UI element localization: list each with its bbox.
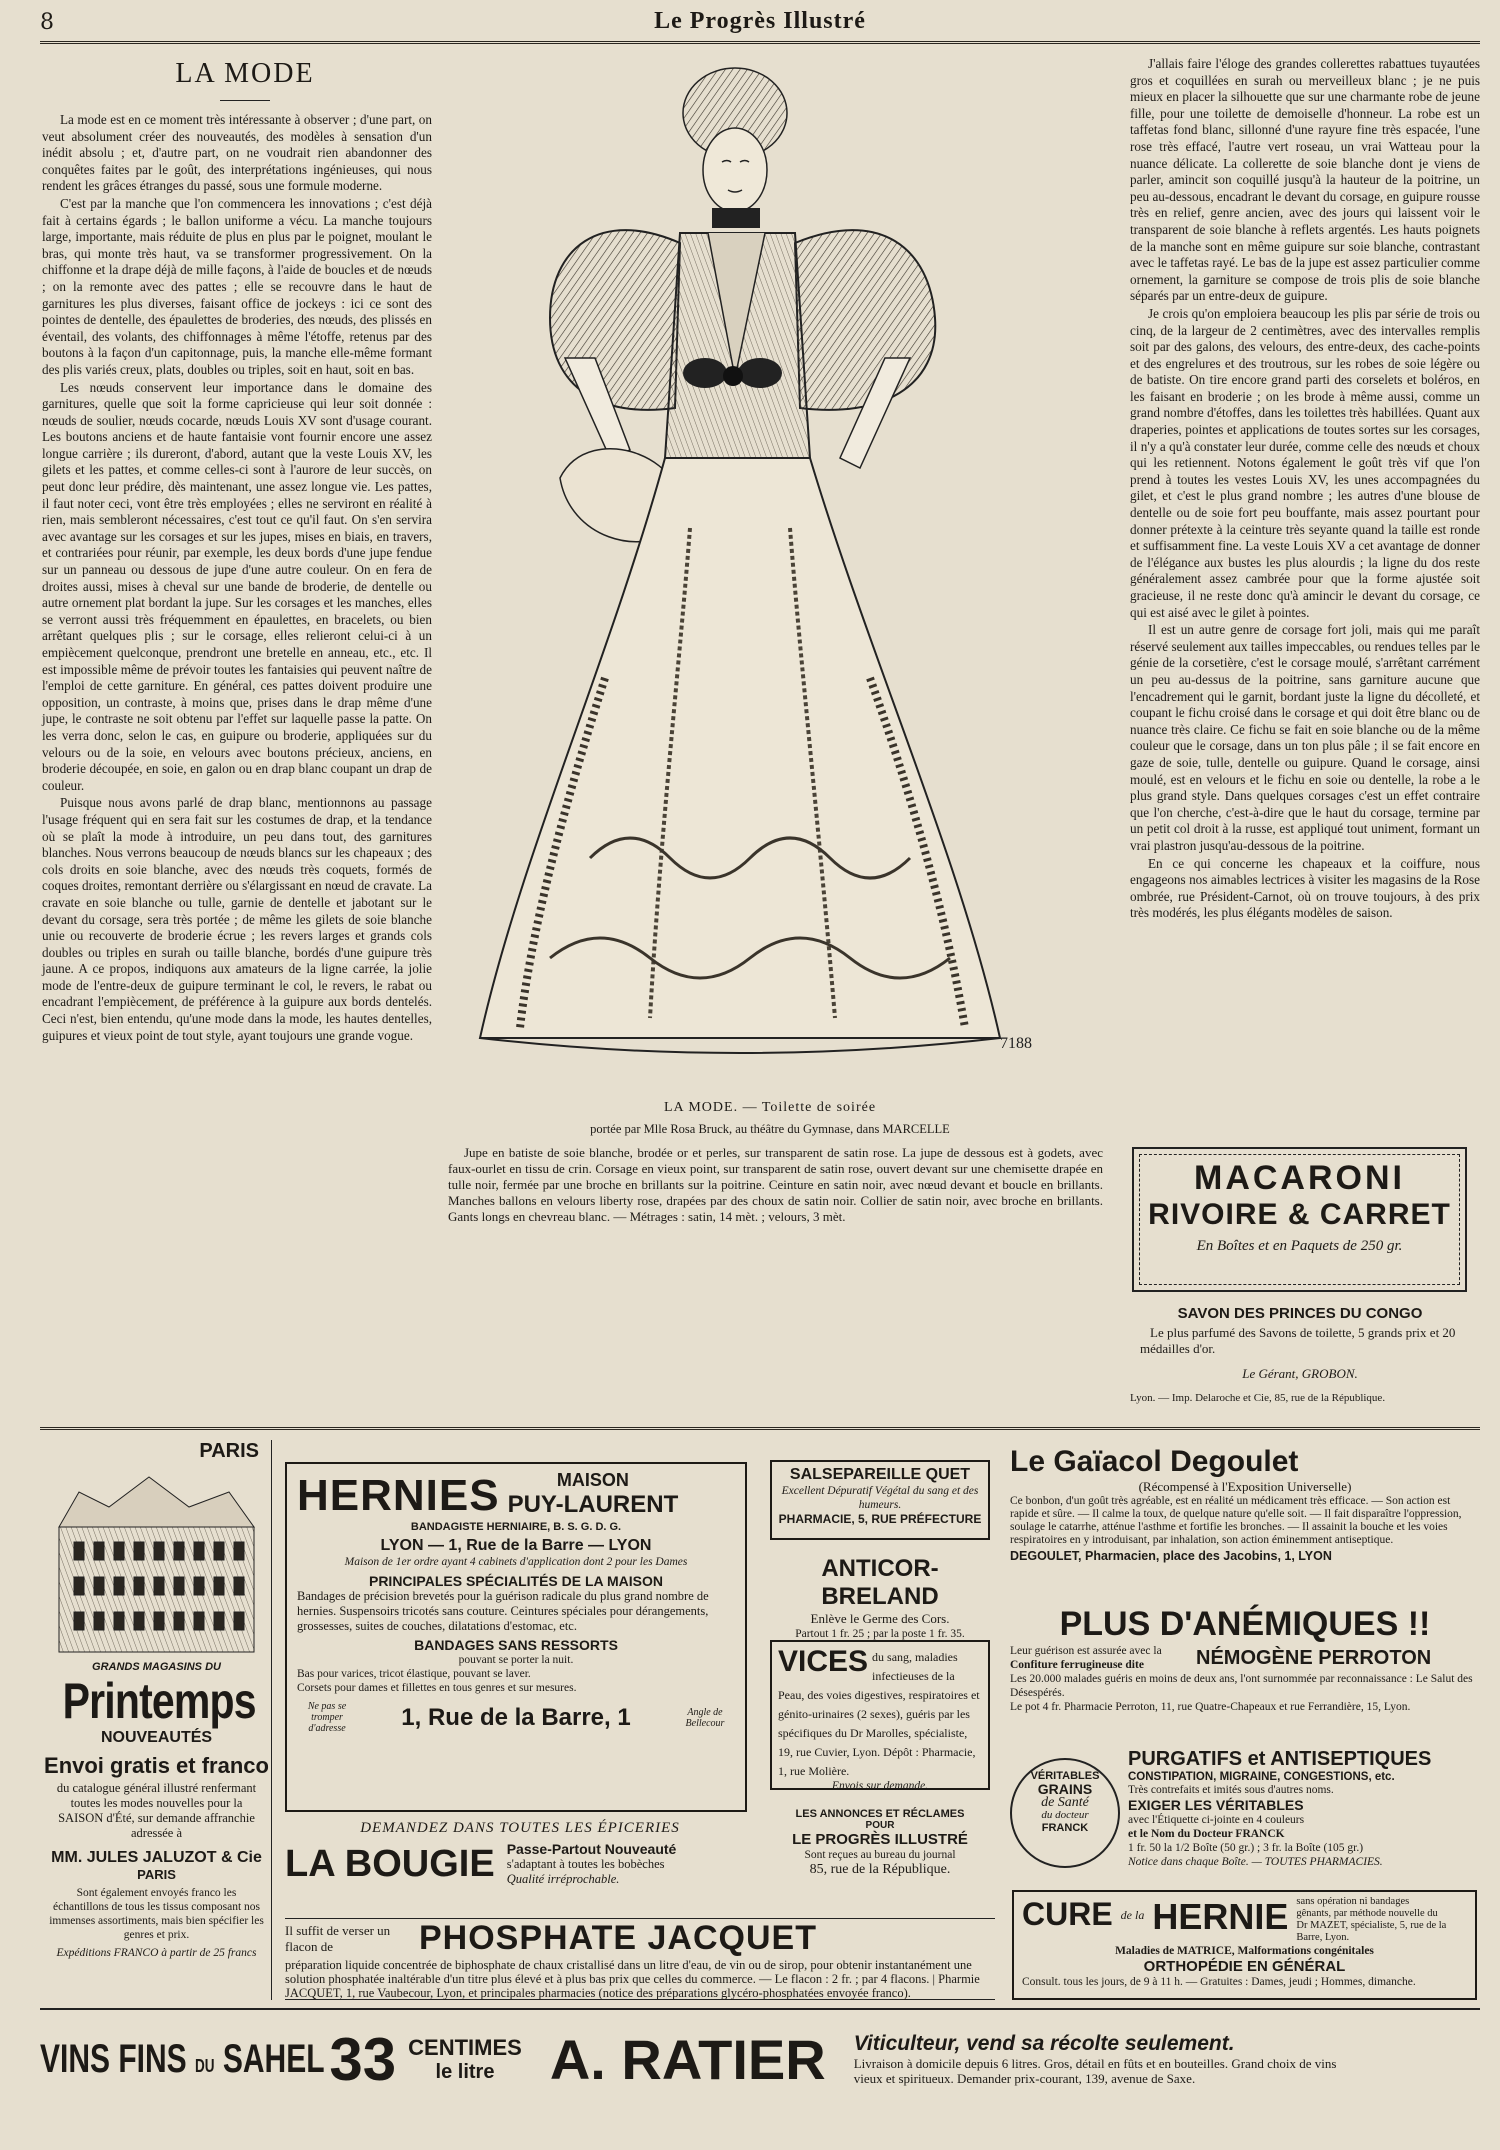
annonces-text: Sont reçues au bureau du journal: [804, 1849, 956, 1861]
cure-side: sans opération ni bandages gênants, par méthode nouvelle du Dr MAZET, spécialiste, 5, rue de la Barre, Lyon.: [1296, 1896, 1447, 1943]
vins-centimes: CENTIMES: [408, 2034, 522, 2060]
hernies-address: LYON — 1, Rue de la Barre — LYON: [380, 1537, 652, 1554]
savon-text: Le plus parfumé des Savons de toilette, 5 grands prix et 20 médailles d'or.: [1140, 1325, 1456, 1356]
hernies-maison-text: Maison de 1er ordre ayant 4 cabinets d'application dont 2 pour les Dames: [344, 1556, 688, 1568]
hernies-ad: [285, 1462, 747, 1812]
anemiques-line1: Leur guérison est assurée avec la: [1010, 1645, 1162, 1657]
hernies-bandagiste: BANDAGISTE HERNIAIRE, B. S. G. D. G.: [410, 1521, 622, 1533]
cure-line2: ORTHOPÉDIE EN GÉNÉRAL: [1143, 1958, 1346, 1975]
savon-title: SAVON DES PRINCES DU CONGO: [1177, 1305, 1423, 1322]
printemps-envoi: Envoi gratis et franco: [44, 1753, 269, 1778]
article-title: LA MODE: [175, 58, 315, 89]
macaroni-title: MACARONI: [1194, 1159, 1405, 1197]
vices-ad: [770, 1640, 990, 1790]
cure-hernie-title: HERNIE: [1152, 1896, 1289, 1937]
phosphate-ad: [285, 1918, 995, 2000]
printemps-nouveautes: NOUVEAUTÉS: [100, 1729, 213, 1746]
vins-price: 33: [329, 2025, 397, 2093]
gaiacol-text: Ce bonbon, d'un goût très agréable, est en réalité un médicament très efficace. — Son action est rapide et sûre. — Il calme la toux, de quelque nature qu'elle soit. — Il fait disparaître l'oppression, soulage le catarrhe, atténue l'asthme et fortifie les bronches. — Il assainit la bouche et les voies respiratoires en y introduisant, par inhalation, son action éminemment antiseptique.: [1010, 1495, 1462, 1546]
bougie-name: LA BOUGIE: [285, 1842, 495, 1885]
vices-text: du sang, maladies infectieuses de la Peau, des voies digestives, respiratoires et génito-urinaires (2 sexes), guéris par les spécifiques du Dr Marolles, spécialiste, 19, rue Cuvier, Lyon. Dépôt : Pharmacie, 1, rue Molière.: [778, 1650, 980, 1778]
purgatifs-line5: et le Nom du Docteur FRANCK: [1128, 1828, 1285, 1840]
purgatifs-line6: 1 fr. 50 la 1/2 Boîte (50 gr.) ; 3 fr. la Boîte (105 gr.): [1128, 1842, 1364, 1854]
fashion-illustration: [440, 58, 1100, 1098]
cure-line3: Consult. tous les jours, de 9 à 11 h. — Gratuites : Dames, jeudi ; Hommes, dimanche.: [1022, 1976, 1416, 1988]
salsepareille-ad: [770, 1460, 990, 1540]
anemiques-title: PLUS D'ANÉMIQUES !!: [1059, 1605, 1431, 1643]
ads-divider: [40, 1427, 1480, 1431]
purgatifs-line4: avec l'Étiquette ci-jointe en 4 couleurs: [1128, 1814, 1305, 1826]
hernies-corsets: Corsets pour dames et fillettes en tous genres et sur mesures.: [297, 1682, 577, 1694]
anemiques-price: Le pot 4 fr. Pharmacie Perroton, 11, rue Quatre-Chapeaux et rue Ferrandière, 15, Lyon.: [1010, 1701, 1411, 1713]
purgatifs-line3: EXIGER LES VÉRITABLES: [1128, 1797, 1304, 1813]
vins-litre: le litre: [435, 2060, 495, 2083]
paragraph: En ce qui concerne les chapeaux et la coiffure, nous engageons nos aimables lectrices à visiter les magasins de la Rose ombrée, rue Président-Carnot, où on trouve toujours, à des prix très modérés, les plus élégants modèles de saison.: [1130, 855, 1480, 921]
cure-line1: Maladies de MATRICE, Malformations congénitales: [1115, 1945, 1374, 1957]
page-header: [40, 8, 1480, 44]
printer-line: Lyon. — Imp. Delaroche et Cie, 85, rue de la République.: [1130, 1392, 1386, 1404]
anticor-ad: [770, 1555, 990, 1640]
macaroni-ad: [1132, 1147, 1467, 1292]
printemps-footer: Expéditions FRANCO à partir de 25 francs: [56, 1947, 257, 1959]
vins-slogan: Viticulteur, vend sa récolte seulement.: [853, 2032, 1235, 2055]
franck-seal-icon: VÉRITABLES GRAINS de Santé du docteur FRANCK: [1010, 1758, 1120, 1868]
vins-title: VINS FINS DU SAHEL: [40, 2036, 325, 2081]
newspaper-title: Le Progrès Illustré: [654, 8, 866, 34]
paragraph: C'est par la manche que l'on commencera les innovations ; c'est déjà fait à certains égards ; le ballon uniforme a vécu. La manche toujours large, importante, mais réduite de plus en plus par le poignet, moulant le bras, qui monte très haut, va se transformer progressivement. On la chiffonne et la drape déjà de mille façons, à l'aide de boucles et de nœuds ; on la remonte avec des pattes ; elle se recouvre dans le haut de garnitures les plus diverses, faisant office de jockeys : ici ce sont des pointes de dentelle, des épaulettes de broderies, des nœuds, des plissés en éventail, des volants, des chiffonnages à même l'étoffe, retenus par des boutons à la façon d'un capitonnage, puis, la manche elle-même formant des plis variés creux, plats, doubles ou triples, soit en haut, soit en bas.: [42, 195, 432, 377]
bougie-ad: [285, 1820, 755, 1905]
paragraph: J'allais faire l'éloge des grandes collerettes rabattues tuyautées gros et coquillées en surah ou merveilleux blanc ; je ne puis mieux en placer la silhouette que sur une charmante robe de jeune fille, pour une toilette de demoiselle d'honneur. La robe est un taffetas fond blanc, sillonné d'une rayure fine très espacée, l'une rose très effacé, l'autre vert roseau, un vrai Watteau pour la nuance délicate. La collerette de soie blanche dont je viens de parler, amincit son coquillé jusqu'à la hauteur de la poitrine, un peu au-dessous, encadrant le devant du corsage, en guipure rousse très en relief, genre ancien, avec des jours qui laissent voir le transparent de soie blanche à reflets argentés. Les hauts poignets de la manche sont en même guipure sur soie blanche, contrastant avec le taffetas rayé. Le bas de la jupe est assez particulier comme ornement, la garniture se compose de trois plis de soie blanche séparés par un entre-deux de guipure.: [1130, 56, 1480, 304]
bougie-demandez: DEMANDEZ DANS TOUTES LES ÉPICERIES: [360, 1820, 680, 1836]
caption-body: Jupe en batiste de soie blanche, brodée or et perles, sur transparent de satin rose. La jupe de dessous est à godets, avec faux-ourlet en tissu de crin. Corsage en vieux point, sur transparent de satin rose, ouvert devant sur une chemisette drapée en tulle noir, fermée par une broche en brillants sur la poitrine. Ceinture en satin noir, avec nœud devant et boucle en brillants. Manches ballons en velours liberty rose, drapées par des choux de satin noir. Collier de satin noir, avec broche en brillants. Gants longs en chevreau blanc. — Métrages : satin, 14 mèt. ; velours, 3 mèt.: [448, 1145, 1103, 1224]
phosphate-text: préparation liquide concentrée de biphosphate de chaux cristallisé dans un litre d'eau, de vin ou de sirop, pour obtenir instantanément une solution phosphatée inaltérable d'un titre plus élevé et à plus bas prix que celles du commerce. — Le flacon : 2 fr. ; par 4 flacons. | Pharmie JACQUET, 1, rue Vaubecour, Lyon, et principales pharmacies (notice des préparations glycéro-phosphatées envoyée franco).: [285, 1958, 980, 2000]
annonces-journal: LE PROGRÈS ILLUSTRÉ: [792, 1831, 968, 1848]
salsepareille-pharmacie: PHARMACIE, 5, RUE PRÉFECTURE: [778, 1512, 982, 1526]
bougie-line3: Qualité irréprochable.: [506, 1872, 620, 1886]
phosphate-title: PHOSPHATE JACQUET: [419, 1919, 817, 1957]
cure-hernie-ad: [1012, 1890, 1477, 2000]
purgatifs-line1: CONSTIPATION, MIGRAINE, CONGESTIONS, etc.: [1128, 1771, 1395, 1783]
annonces-pour: POUR: [865, 1820, 895, 1831]
printemps-text: du catalogue général illustré renfermant toutes les modes nouvelles pour la SAISON d'Été, sur demande affranchie adressée à: [56, 1781, 257, 1840]
phosphate-pre: Il suffit de verser un flacon de: [285, 1922, 391, 1954]
macaroni-packaging: En Boîtes et en Paquets de 250 gr.: [1196, 1238, 1403, 1254]
annonces-title: LES ANNONCES ET RÉCLAMES: [795, 1808, 965, 1820]
page-number: 8: [40, 10, 54, 35]
hernies-name: PUY-LAURENT: [507, 1491, 679, 1518]
printemps-owner-city: PARIS: [137, 1867, 176, 1882]
hernies-specialites: PRINCIPALES SPÉCIALITÉS DE LA MAISON: [368, 1573, 664, 1589]
paragraph: La mode est en ce moment très intéressante à observer ; d'une part, on veut absolument créer des nouveautés, des modèles à sensation d'un inédit absolu ; et, d'autre part, on ne voudrait rien abandonner des conquêtes faites par le goût, des interprétations ingénieuses, qui nous rendent les grâces étranges du passé, sous une formule moderne.: [42, 112, 432, 194]
paragraph: Je crois qu'on emploiera beaucoup les plis par série de trois ou cinq, de la largeur de 2 centimètres, avec des intervalles remplis soit par des galons, des velours, des entre-deux, des cache-points et des engrelures et des troutrous, sur les robes de soie légère ou de batiste. On tire encore grand parti des corselets et boléros, en les faisant en broderie ; on les brode à même aussi, comme un grand nombre d'étoffes, dans les toilettes très habillées. Quant aux draperies, pointes et applications de toutes sortes sur les corsages, il n'y a qu'à constater leur durée, comme celle des nœuds et choux qui les retiennent. Notons également le goût très vif que l'on prend à toutes les vestes Louis XV, les unes accompagnées du gilet, et c'est le plus grand nombre ; les autres d'une blouse de dentelle ou de soie fort peu bouffante, mais assez pourtant pour donner prétexte à la ceinture très seyante quand la taille est ronde et suffisamment fine. La veste Louis XV a cet avantage de donner de l'élégance aux bustes les plus alourdis ; la ligne du dos reste généralement assez cambrée pour que la forme ajustée soit gracieuse, il ne reste donc qu'à amincir le devant du corsage, ce qui est aisé avec le gilet à pointes.: [1130, 305, 1480, 620]
gaiacol-sub: (Récompensé à l'Exposition Universelle): [1138, 1479, 1352, 1494]
paragraph: Il est un autre genre de corsage fort joli, mais qui me paraît réservé seulement aux tailles impeccables, ou rendues telles par le génie de la corsetière, c'est le corsage moulé, s'arrêtant carrément un peu au-dessus de la poitrine, sans garniture aucune que l'encadrement qui le garnit, bordant juste la ligne du décolleté, et coupant le fichu croisé dans le corsage et qui doit être blanc ou de nuance très claire. Ce fichu se fait en soie blanche ou de la même couleur que le corsage, dans un ton plus pâle ; il se fait encore en gaze de soie, tulle, dentelle ou guipure. Quand le corsage, ainsi moulé, est en velours et le fichu en soie ou dentelle, la robe a le plus grand style. Dans quelques corsages c'est un effet contraire que l'on cherche, c'est-à-dire que le haut du corsage, termine par un petit col droit à la russe, est appliqué tout uniment, formant un vrai plastron jusqu'au-dessous de la poitrine.: [1130, 622, 1480, 853]
gerant: Le Gérant, GROBON.: [1242, 1366, 1358, 1381]
purgatifs-title: PURGATIFS et ANTISEPTIQUES: [1128, 1748, 1432, 1770]
hernies-spec-text: Bandages de précision brevetés pour la guérison radicale du plus grand nombre de hernies. Suspensoirs tricotés sans couture. Ceintures spéciales pour dérangements, grossesses, suites de couches, dilatations d'estomac, etc.: [297, 1589, 709, 1633]
gaiacol-footer: DEGOULET, Pharmacien, place des Jacobins, 1, LYON: [1010, 1549, 1332, 1563]
cure-title: CURE: [1022, 1896, 1113, 1932]
caption-title: LA MODE. — Toilette de soirée: [663, 1100, 877, 1115]
hernies-ne-pas: Ne pas se tromper d'adresse: [307, 1701, 347, 1734]
anticor-title: ANTICOR-BRELAND: [821, 1555, 939, 1610]
anemiques-ad: [1010, 1605, 1480, 1735]
vices-title: VICES: [778, 1645, 869, 1678]
printemps-name: Printemps: [62, 1673, 256, 1729]
macaroni-brand: RIVOIRE & CARRET: [1148, 1198, 1451, 1231]
printemps-text2: Sont également envoyés franco les échantillons de tous les tissus composant nos immenses assortiments, mais bien spécifier les genres et prix.: [49, 1887, 264, 1941]
purgatifs-line7: Notice dans chaque Boîte. — TOUTES PHARMACIES.: [1128, 1856, 1383, 1868]
printemps-paris: PARIS: [199, 1440, 259, 1462]
store-building-icon: [49, 1467, 264, 1657]
hernies-address-big: 1, Rue de la Barre, 1: [401, 1703, 631, 1731]
article-column-1: [42, 112, 432, 1422]
gaiacol-ad: [1010, 1445, 1480, 1593]
hernies-sans-ressorts-text: pouvant se porter la nuit.: [458, 1654, 574, 1666]
article-column-3: [1130, 56, 1480, 1141]
paragraph: Les nœuds conservent leur importance dans le domaine des garnitures, quelle que soit la forme capricieuse qui leur soit donnée : nœuds de soulier, nœuds cocarde, nœuds Louis XV sont d'usage courant. Les boutons anciens et de haute fantaisie vont fournir encore une assez longue carrière ; ils dureront, d'abord, autant que la veste Louis XV, les gilets et les pattes, et comme celles-ci sont à l'aurore de leur succès, on peut donc leur prédire, dès maintenant, une assez longue vie. Les pattes, il faut noter ceci, vont être très employées ; elles ne serviront en réalité à rien, mais sembleront nécessaires, c'est tout ce qu'il faut. On s'en servira avec avantage sur les corsages et sur les jupes, mises en biais, en travers, et contrariées pour réunir, par exemple, les deux bords d'une jupe fendue sur un panneau ou dessous de jupe d'une autre couleur. On en fera de droites aussi, mises à cheval sur une bande de broderie, de dentelle ou autre ornement plat bordant la jupe. Sur les corsages et les manches, elles se verront aussi très fréquemment en épaulettes, en bracelets, ou bien arrêtant quelques plis ; sur le corsage, elles relieront celui-ci à un empiècement quelconque, prendront une bretelle en anneau, etc., etc. Il est impossible même de prévoir toutes les fantaisies qui peuvent naître de l'emploi de cette garniture. En général, ces pattes doivent produire une opposition, un contraste, à moins que, prises dans le drap même d'une jupe, le contraste ne soit obtenu par l'effet sur laquelle passe la patte. On les verra donc, selon le cas, en guipure ou broderie, appliquées sur du velours ou de la soie, en velours avec boutons précieux, anciens, en broderie découpée, en soie, en galon ou en drap blanc coupant un drap de couleur.: [42, 379, 432, 793]
hernies-bas: Bas pour varices, tricot élastique, pouvant se laver.: [297, 1668, 531, 1680]
hernies-title: HERNIES: [297, 1471, 500, 1520]
gaiacol-title: Le Gaïacol Degoulet: [1010, 1445, 1299, 1478]
annonces-address: 85, rue de la République.: [809, 1862, 951, 1877]
artist-signature: 7188: [1000, 1035, 1032, 1052]
hernies-sans-ressorts: BANDAGES SANS RESSORTS: [414, 1637, 618, 1653]
title-rule: [220, 100, 270, 101]
anemiques-brand: NÉMOGÈNE PERROTON: [1196, 1646, 1432, 1669]
purgatifs-ad: [1010, 1748, 1480, 1883]
vices-footer: Envois sur demande.: [831, 1780, 929, 1792]
anemiques-text: Les 20.000 malades guéris en moins de deux ans, l'ont surnommée par reconnaissance : Le Salut des Désespérés.: [1010, 1673, 1473, 1699]
vins-ad: [40, 2008, 1480, 2108]
vins-name: A. RATIER: [549, 2027, 826, 2091]
bougie-line2: s'adaptant à toutes les bobèches: [506, 1857, 665, 1871]
annonces-ad: [770, 1808, 990, 1888]
anticor-price: Partout 1 fr. 25 ; par la poste 1 fr. 35.: [795, 1628, 965, 1640]
paragraph: Puisque nous avons parlé de drap blanc, mentionnons au passage l'usage fréquent qui en sera fait sur les costumes de drap, et la tendance où se plaît la mode à introduire, un peu dans tout, des garnitures blanches. Nous verrons beaucoup de nœuds blancs sur les chapeaux ; des cols droits en soie blanche, avec des nœuds très coquets, formés de coques droites, remontant derrière ou s'élargissant en nœud de cravate. La cravate en soie blanche ou tulle, garnie de dentelle et jabotant sur le devant du corsage, sera très portée ; de même les gilets de soie blanche unie ou recouverte de broderie écrue ; les revers larges et grands cols doubles ou triples en surah ou taille blanche, bordés d'une guipure très jaune. A ce propos, indiquons aux amateurs de la ligne carrée, la jolie mode de l'entre-deux de guipure terminant le col, le revers, le rabat ou encadrant l'empiècement, de préférence à la guipure aux bords dentelés. Ceci n'est, bien entendu, qu'une mode dans la mode, les hautes dentelles, guipures et vieux point de tout style, ayant toujours une grande vogue.: [42, 795, 432, 1043]
caption-subtitle: portée par Mlle Rosa Bruck, au théâtre du Gymnase, dans MARCELLE: [590, 1122, 950, 1136]
vins-text: Livraison à domicile depuis 6 litres. Gros, détail en fûts et en bouteilles. Grand choix de vins vieux et spiritueux. Demander prix-courant, 139, avenue de Saxe.: [853, 2056, 1337, 2086]
printemps-owner: MM. JULES JALUZOT & Cie: [51, 1849, 262, 1866]
salsepareille-text: Excellent Dépuratif Végétal du sang et des humeurs.: [781, 1485, 979, 1511]
printemps-grands: GRANDS MAGASINS DU: [92, 1661, 221, 1673]
bougie-line1: Passe-Partout Nouveauté: [506, 1841, 677, 1857]
purgatifs-line2: Très contrefaits et imités sous d'autres noms.: [1128, 1784, 1334, 1796]
hernies-angle: Angle de Bellecour: [685, 1706, 725, 1729]
anticor-text: Enlève le Germe des Cors.: [810, 1611, 950, 1626]
salsepareille-title: SALSEPAREILLE QUET: [789, 1466, 971, 1483]
hernies-maison: MAISON: [556, 1470, 629, 1490]
cure-de-la: de la: [1120, 1908, 1145, 1922]
anemiques-line2: Confiture ferrugineuse dite: [1010, 1659, 1144, 1671]
printemps-ad: [42, 1440, 272, 2000]
